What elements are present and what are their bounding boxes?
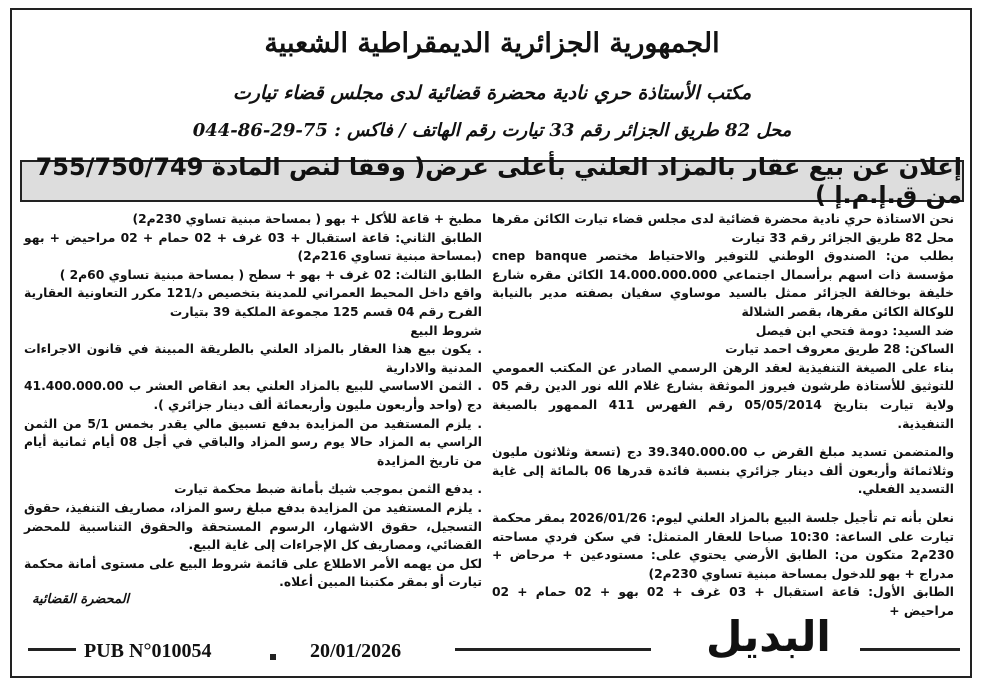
divider-dot	[270, 654, 276, 660]
paragraph: بطلب من: الصندوق الوطني للتوفير والاحتياط مختصر cnep banque مؤسسة ذات اسهم برأسمال اجتماعي 14.000.000.000 الكائن مقره شارع خليفة بوخالفة الجزائر ممثل بالسيد موساوي سفيان بصفته مدير بالنيابة للوكالة الكائن مقرها، بقصر الشلالة	[492, 249, 954, 319]
notice-banner	[20, 153, 964, 209]
paragraph: . يلزم المستفيد من المزايدة بدفع مبلغ رسو المزاد، مصاريف التنفيذ، حقوق التسجيل، حقوق الاشهار، الرسوم المستحقة والحقوق التناسبية للمحضر القضائي، ومصاريف كل الإجراءات إلى غاية البيع.	[24, 500, 482, 553]
paragraph: لكل من يهمه الأمر الاطلاع على قائمة شروط البيع على مستوى أمانة محكمة تيارت أو بمقر مكتبنا المبين أعلاه.	[24, 556, 482, 590]
paragraph: واقع داخل المحيط العمراني للمدينة بتخصيص د/121 مكرر التعاونية العقارية الفرح رقم 04 قسم 125 مجموعة الملكية 39 بتيارت	[24, 286, 482, 319]
divider	[455, 648, 651, 651]
paragraph: . الثمن الاساسي للبيع بالمزاد العلني بعد انقاص العشر ب 41.400.000.00 دج (واحد وأربعون مليون وأربعمائة ألف دينار جزائري ).	[24, 379, 482, 412]
address-line: محل 82 طريق الجزائر رقم 33 تيارت رقم الهاتف / فاكس : 75-29-86-044	[192, 120, 792, 141]
divider	[860, 648, 960, 651]
office-line: مكتب الأستاذة حري نادية محضرة قضائية لدى مجلس قضاء تيارت	[232, 82, 752, 104]
divider	[28, 648, 76, 651]
paragraph: مطبخ + قاعة للأكل + بهو ( بمساحة مبنية تساوي 230م2)	[132, 212, 482, 226]
publication-number: PUB N°010054	[84, 640, 212, 662]
paragraph: ضد السيد: دومة فتحي ابن فيصل	[755, 323, 954, 338]
banner-text: إعلان عن بيع عقار بالمزاد العلني بأعلى عرض( وفقا لنص المادة 755/750/749 من ق.إ.م.إ )	[35, 153, 962, 209]
newspaper-name: البديل	[706, 612, 831, 661]
paragraph: نعلن بأنه تم تأجيل جلسة البيع بالمزاد العلني ليوم: 2026/01/26 بمقر محكمة تيارت على الساعة: 10:30 صباحا للعقار المتمثل: في سكن فردي مساحته 230م2 متكون من: الطابق الأرضي يحتوي على: مستودعين + مرحاض + مدراج + بهو للدخول بمساحة مبنية تساوي 230م2)	[492, 510, 955, 581]
signature-label: المحضرة القضائية	[32, 592, 130, 607]
right-column	[492, 210, 954, 620]
left-column	[24, 210, 482, 592]
paragraph: . يكون بيع هذا العقار بالمزاد العلني بالطريقة المبينة في قانون الاجراءات المدنية والادارية	[24, 342, 482, 375]
paragraph: والمتضمن تسديد مبلغ القرض ب 39.340.000.00 دج (تسعة وثلاثون مليون وثلاثمائة وأربعون ألف دينار جزائري بنسبة فائدة قدرها 06 بالمائة إلى غاية التسديد الفعلي.	[492, 445, 955, 497]
paragraph: . يلزم المستفيد من المزايدة بدفع تسبيق مالي يقدر بخمس 5/1 من الثمن الراسي به المزاد حالا يوم رسو المزاد والباقي في أجل 08 أيام ثمانية أيام من تاريخ المزايدة	[24, 416, 483, 468]
republic-title: الجمهورية الجزائرية الديمقراطية الشعبية	[264, 28, 720, 59]
publication-date: 20/01/2026	[310, 640, 402, 662]
section-heading: شروط البيع	[410, 323, 482, 338]
paragraph: الساكن: 28 طريق معروف احمد تيارت	[725, 342, 954, 357]
paragraph: بناء على الصيغة التنفيذية لعقد الرهن الرسمي الصادر عن المكتب العمومي للتوثيق للأستاذة طرشون فيروز الموثقة بشارع غلام الله نور الدين رقم 05 ولاية تيارت بتاريخ 05/05/2014 رقم الفهرس 411 الممهور بالصيغة التنفيذية.	[492, 360, 954, 431]
paragraph: الطابق الأول: قاعة استقبال + 03 غرف + 02 بهو + 02 حمام + 02 مراحيض +	[492, 585, 955, 618]
paragraph: الطابق الثالث: 02 غرف + بهو + سطح ( بمساحة مبنية تساوي 60م2 )	[59, 267, 482, 282]
paragraph: الطابق الثاني: قاعة استقبال + 03 غرف + 02 حمام + 02 مراحيض + بهو (بمساحة مبنية تساوي 216م2)	[24, 230, 483, 264]
paragraph: . يدفع الثمن بموجب شيك بأمانة ضبط محكمة تيارت	[174, 482, 482, 497]
paragraph: نحن الاستاذة حري نادية محضرة قضائية لدى مجلس قضاء تيارت الكائن مقرها محل 82 طريق الجزائر رقم 33 تيارت	[492, 212, 954, 245]
